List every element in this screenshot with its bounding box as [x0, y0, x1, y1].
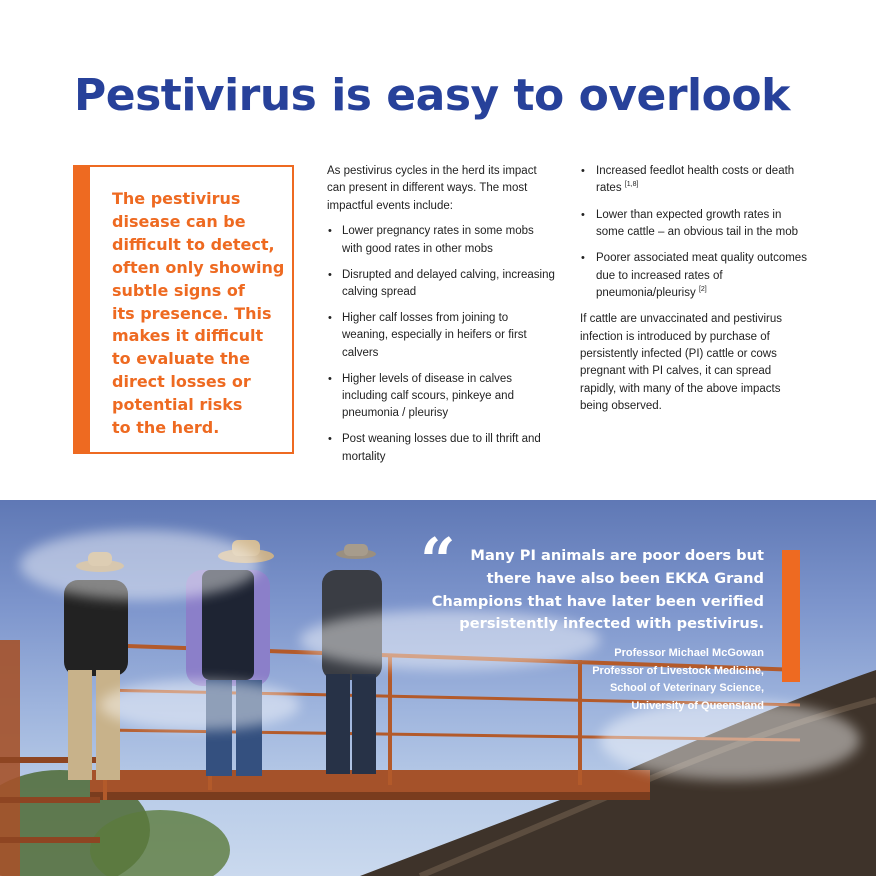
quote-line: Many PI animals are poor doers but — [470, 547, 764, 564]
list-item — [580, 207, 810, 242]
quote-line: there have also been EKKA Grand — [486, 569, 764, 587]
reference-marker: [1,8] — [624, 181, 639, 189]
callout-line: makes it difficult — [112, 326, 264, 346]
callout-line: difficult to detect, — [112, 234, 275, 254]
quote-attribution — [504, 645, 764, 715]
quote-mark-icon: “ — [420, 524, 456, 597]
list-item: • Higher levels of disease in calves including calf scours, pinkeye and pneumonia / pleurisy — [327, 371, 557, 423]
attribution-line: Professor of Livestock Medicine, — [592, 664, 764, 677]
callout-line: disease can be — [112, 211, 246, 231]
list-item-text: Increased feedlot health costs or death rates — [596, 165, 795, 195]
page-title: Pestivirus is easy to overlook — [74, 70, 790, 121]
quote-line: persistently infected with pestivirus. — [459, 615, 764, 633]
spread-paragraph: If cattle are unvaccinated and pestivirus infection is introduced by purchase of persistently infected (PI) cattle or cows pregnant with PI calves, it can spread rapidly, with many of the above impacts being observed. — [580, 313, 783, 413]
attribution-line: Professor Michael McGowan — [614, 647, 764, 659]
list-item-text: Lower than expected growth rates in some cattle – an obvious tail in the mob — [596, 208, 799, 239]
callout-text — [112, 188, 297, 440]
quote-accent-bar — [782, 550, 800, 682]
list-item: • Post weaning losses due to ill thrift and mortality — [327, 431, 557, 466]
callout-box — [73, 165, 294, 454]
pull-quote — [404, 545, 764, 636]
callout-line: subtle signs of — [112, 280, 245, 300]
reference-marker: [2] — [698, 286, 707, 294]
impacts-intro: As pestivirus cycles in the herd its impact can present in different ways. The most impactful events include: — [327, 165, 537, 212]
callout-line: direct losses or — [112, 372, 251, 392]
impacts-list-2 — [580, 163, 810, 302]
list-item-text: Poorer associated meat quality outcomes due to increased rates of pneumonia/pleurisy — [596, 252, 807, 300]
list-item — [580, 163, 810, 198]
list-item: • Lower pregnancy rates in some mobs with good rates in other mobs — [327, 223, 557, 258]
callout-line: often only showing — [112, 257, 285, 277]
callout-line: its presence. This — [112, 303, 272, 323]
list-item: • Higher calf losses from joining to weaning, especially in heifers or first calvers — [327, 310, 557, 362]
impacts-column-2 — [580, 163, 810, 424]
callout-line: potential risks — [112, 395, 243, 415]
callout-line: The pestivirus — [112, 189, 241, 208]
impacts-column-1 — [327, 163, 557, 475]
attribution-line: University of Queensland — [631, 699, 764, 712]
list-item: • Disrupted and delayed calving, increasing calving spread — [327, 267, 557, 302]
quote-line: Champions that have later been verified — [431, 592, 764, 610]
callout-line: to the herd. — [112, 418, 220, 438]
attribution-line: School of Veterinary Science, — [609, 682, 764, 695]
list-item — [580, 250, 810, 302]
callout-line: to evaluate the — [112, 349, 250, 369]
impacts-list-1 — [327, 223, 557, 466]
